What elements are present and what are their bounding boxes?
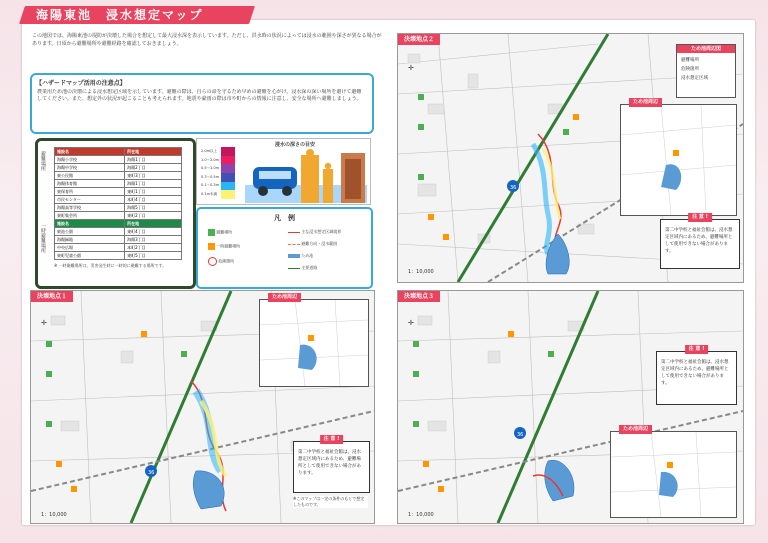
- depth-bar: [221, 147, 235, 199]
- depth-color-0: [221, 147, 235, 156]
- depth-color-1: [221, 156, 235, 165]
- map3-scale: 1：10,000: [408, 512, 434, 518]
- map-label-breach-3: 決壊地点３: [398, 291, 440, 302]
- table-row: 海陽緑地 海陽3丁目: [55, 236, 182, 244]
- svg-text:36: 36: [148, 470, 155, 476]
- map2-legend: ため池周辺図 避難場所 危険箇所 浸水想定区域: [676, 44, 736, 98]
- hazard-explain-title: 【ハザードマップ活用の注意点】: [36, 80, 126, 87]
- map-panel-breach-3[interactable]: [397, 290, 744, 524]
- map2-scale: 1：10,000: [408, 269, 434, 275]
- map1-caution: 注 意 ! 第二中学校と福祉会館は、浸水想定区域内にあるため、避難場所として使用できない場合があります。: [293, 441, 370, 493]
- shelter-group2-label: 一時避難場所: [40, 223, 46, 253]
- legend-item-shelter: 避難場所: [208, 229, 232, 236]
- map-label-breach-2: 決壊地点２: [398, 34, 440, 45]
- legend-item-danger: 危険箇所: [208, 257, 234, 266]
- svg-text:36: 36: [510, 185, 517, 191]
- svg-text:36: 36: [517, 432, 524, 438]
- map2-caution: 注 意 ! 第二中学校と福祉会館は、浸水想定区域内にあるため、避難場所として使用できない場合があります。: [660, 219, 740, 269]
- legend-title: 凡 例: [274, 214, 295, 222]
- table-row: 中央広場 本町2丁目: [55, 244, 182, 252]
- map3-caution: 注 意 ! 第二中学校と福祉会館は、浸水想定区域内にあるため、避難場所として使用できない場合があります。: [656, 351, 737, 405]
- table-row: 東公民館 東町3丁目: [55, 172, 182, 180]
- table-row: 海陽体育館 海陽1丁目: [55, 180, 182, 188]
- depth-illustration: [245, 149, 367, 203]
- table-row: 東町集会所 東町2丁目: [55, 212, 182, 220]
- north-arrow-icon: ✛: [408, 319, 414, 327]
- temp-shelter-icon: [208, 243, 215, 250]
- legend-item-pond: ため池: [288, 253, 313, 259]
- depth-infographic: [196, 138, 371, 205]
- depth-levels: 2.0m以上 1.0〜2.0m 0.5〜1.0m 0.3〜0.5m 0.1〜0.3m 0.1m未満: [201, 149, 220, 196]
- legend-item-road: 主要道路: [288, 265, 317, 271]
- map-panel-breach-1[interactable]: [30, 290, 375, 524]
- depth-infographic-title: 浸水の深さの目安: [275, 142, 316, 148]
- intro-text: この地図では、海陽東池の堤防が決壊した場合を想定して最大浸水深を表示しています。ただし、洪水時の状況によっては浸水の範囲や深さが異なる場合があります。日頃から避難場所や避難経路を確認しておきましょう。: [32, 33, 382, 47]
- hazard-explain-box: [30, 73, 374, 134]
- depth-color-4: [221, 182, 235, 191]
- shelter-list-box: [35, 138, 196, 289]
- shelter-icon: [208, 229, 215, 236]
- legend-item-boundary: 主な浸水想定区域境界: [288, 229, 341, 235]
- depth-color-2: [221, 164, 235, 173]
- map-panel-breach-2[interactable]: [397, 33, 744, 283]
- legend-item-route: 避難方向・浸水範囲: [288, 241, 337, 247]
- road-line-icon: [288, 268, 300, 269]
- table-row: 市民センター 本町4丁目: [55, 196, 182, 204]
- map2-inset[interactable]: ため池周辺: [620, 104, 737, 216]
- boundary-line-icon: [288, 232, 300, 233]
- depth-color-3: [221, 173, 235, 182]
- depth-color-5: [221, 190, 235, 199]
- north-arrow-icon: ✛: [408, 64, 414, 72]
- north-arrow-icon: ✛: [41, 319, 47, 327]
- table-row: 海陽中学校 海陽2丁目: [55, 164, 182, 172]
- col-name-header: 施設名: [55, 148, 125, 156]
- table-row: 海陽小学校 海陽1丁目: [55, 156, 182, 164]
- legend-box: [196, 207, 373, 289]
- route-line-icon: [288, 244, 300, 245]
- danger-icon: [208, 257, 217, 266]
- map3-inset[interactable]: ため池周辺: [610, 431, 737, 518]
- map1-inset[interactable]: ため池周辺: [259, 299, 369, 387]
- shelter-note: ※ 一時避難場所は、災害発生時に一時的に避難する場所です。: [54, 263, 167, 268]
- map1-scale: 1：10,000: [41, 512, 67, 518]
- col-address-header: 所在地: [125, 148, 182, 156]
- legend-item-temp-shelter: 一時避難場所: [208, 243, 240, 250]
- map-label-breach-1: 決壊地点１: [31, 291, 73, 302]
- table-row: 東町児童公園 東町5丁目: [55, 252, 182, 260]
- map1-note: ※このマップは一定の条件のもとで想定したものです。: [293, 496, 368, 508]
- shelter-table-1: [54, 147, 182, 220]
- hazard-explain-body: 農業用ため池の決壊による浸水想定区域を示しています。避難の際は、自らの命を守るため早めの避難を心がけ、浸水深の深い場所を避けて避難してください。また、想定外の状況が起こることも考えられます。地震や豪雨の際は市や町からの情報に注意し、安全な場所へ避難しましょう。: [37, 89, 362, 102]
- table-row: 東池公園 東町4丁目: [55, 228, 182, 236]
- pond-icon: [288, 254, 300, 258]
- table-row: 東保育所 東町1丁目: [55, 188, 182, 196]
- page-title: 海陽東池 浸水想定マップ: [36, 8, 204, 22]
- table-row: 海陽高等学校 海陽5丁目: [55, 204, 182, 212]
- shelter-table-2: 施設名 所在地 東池公園 東町4丁目 海陽緑地 海陽3丁目 中央広場 本町2丁目 東町児童公園 東町5丁目: [54, 219, 182, 260]
- shelter-group1-label: 避難場所: [40, 151, 46, 171]
